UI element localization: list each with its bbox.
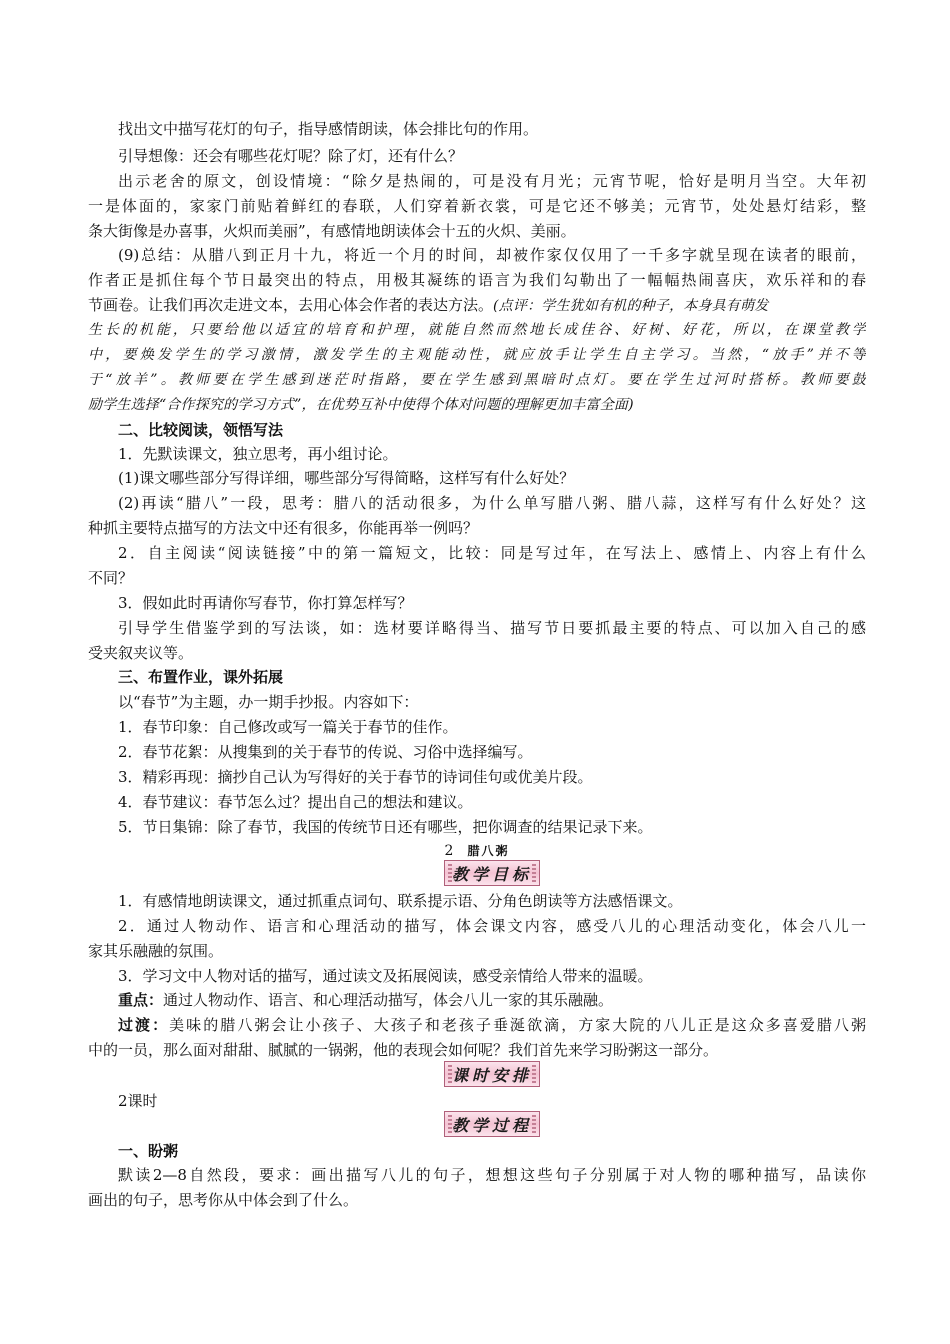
paragraph-show-line-2: 一是体面的，家家门前贴着鲜红的春联，人们穿着新衣裳，可是它还不够美；元宵节，处处悬灯结彩，整 — [88, 197, 866, 215]
homework-item: 4．春节建议：春节怎么过？提出自己的想法和建议。 — [118, 793, 473, 811]
banner-teaching-goals: 教学目标 — [444, 860, 540, 886]
key-label: 重点： — [118, 991, 164, 1009]
homework-item: 3．精彩再现：摘抄自己认为写得好的关于春节的诗词佳句或优美片段。 — [118, 768, 593, 786]
question-1: 1．先默读课文，独立思考，再小组讨论。 — [118, 445, 398, 463]
teacher-note-line-5: 励学生选择“合作探究的学习方式”，在优势互补中使得个体对问题的理解更加丰富全面) — [88, 397, 634, 413]
transition-text: 美味的腊八粥会让小孩子、大孩子和老孩子垂涎欲滴，方家大院的八儿正是这众多喜爱腊八粥 — [169, 1016, 866, 1034]
banner-class-schedule: 课时安排 — [444, 1061, 540, 1087]
paragraph-show-line-1: 出示老舍的原文，创设情境：“除夕是热闹的，可是没有月光；元宵节呢，恰好是明月当空。大年初 — [118, 172, 866, 190]
question-1a: (1)课文哪些部分写得详细，哪些部分写得简略，这样写有什么好处？ — [118, 469, 575, 487]
paragraph-show-line-3: 条大街像是办喜事，火炽而美丽”，有感情地朗读体会十五的火炽、美丽。 — [88, 222, 576, 240]
teacher-note-start: (点评：学生犹如有机的种子，本身具有萌发 — [493, 298, 769, 314]
summary-text: 节画卷。让我们再次走进文本，去用心体会作者的表达方法。 — [88, 296, 494, 314]
goal-2-line-2: 家其乐融融的氛围。 — [88, 942, 224, 960]
question-2-line-2: 不同？ — [88, 569, 134, 587]
homework-item: 1．春节印象：自己修改或写一篇关于春节的佳作。 — [118, 718, 458, 736]
question-3: 3．假如此时再请你写春节，你打算怎样写？ — [118, 594, 413, 612]
question-2-line-1: 2．自主阅读“阅读链接”中的第一篇短文，比较：同是写过年，在写法上、感情上、内容上有什么 — [118, 544, 866, 562]
paragraph-summary-line-2: 作者正是抓住每个节日最突出的特点，用极其凝练的语言为我们勾勒出了一幅幅热闹喜庆，欢乐祥和的春 — [88, 271, 866, 289]
transition-line-2: 中的一员，那么面对甜甜、腻腻的一锅粥，他的表现会如何呢？我们首先来学习盼粥这一部分。 — [88, 1041, 719, 1059]
part-1-line-1: 默读2—8自然段，要求：画出描写八儿的句子，想想这些句子分别属于对人物的哪种描写，品读你 — [118, 1166, 866, 1184]
teacher-note-line-4: 于“放羊”。教师要在学生感到迷茫时指路，要在学生感到黑暗时点灯。要在学生过河时搭桥。教师要鼓 — [88, 372, 866, 388]
key-text: 通过人物动作、语言、和心理活动描写，体会八儿一家的其乐融融。 — [163, 991, 614, 1009]
lesson-title — [88, 841, 866, 861]
goal-1: 1．有感情地朗读课文，通过抓重点词句、联系提示语、分角色朗读等方法感悟课文。 — [118, 892, 683, 910]
homework-item: 5．节日集锦：除了春节，我国的传统节日还有哪些，把你调查的结果记录下来。 — [118, 818, 653, 836]
paragraph-summary-line-1: (9)总结：从腊八到正月十九，将近一个月的时间，却被作家仅仅用了一千多字就呈现在读者的眼前， — [118, 246, 866, 264]
homework-item: 2．春节花絮：从搜集到的关于春节的传说、习俗中选择编写。 — [118, 743, 533, 761]
part-1-line-2: 画出的句子，思考你从中体会到了什么。 — [88, 1191, 359, 1209]
part-1-heading: 一、盼粥 — [118, 1142, 179, 1160]
question-1b-line-2: 种抓主要特点描写的方法文中还有很多，你能再举一例吗？ — [88, 519, 479, 537]
teacher-note-line-3: 中，要焕发学生的学习激情，激发学生的主观能动性，就应放手让学生自主学习。当然，“放手”并不等 — [88, 347, 866, 363]
guide-line-1: 引导学生借鉴学到的写法谈，如：选材要详略得当、描写节日要抓最主要的特点、可以加入自己的感 — [118, 619, 866, 637]
teacher-note-line-2: 生长的机能，只要给他以适宜的培育和护理，就能自然而然地长成佳谷、好树、好花，所以，在课堂教学 — [88, 322, 866, 338]
section-3-heading: 三、布置作业，课外拓展 — [118, 668, 284, 686]
key-point — [118, 990, 866, 1010]
lesson-name: 腊八粥 — [467, 844, 510, 858]
guide-line-2: 受夹叙夹议等。 — [88, 644, 194, 662]
goal-3: 3．学习文中人物对话的描写，通过读文及拓展阅读，感受亲情给人带来的温暖。 — [118, 967, 653, 985]
question-1b-line-1: (2)再读“腊八”一段，思考：腊八的活动很多，为什么单写腊八粥、腊八蒜，这样写有什么好处？这 — [118, 494, 866, 512]
paragraph-summary-line-3 — [88, 295, 866, 316]
goal-2-line-1: 2．通过人物动作、语言和心理活动的描写，体会课文内容，感受八儿的心理活动变化，体会八儿一 — [118, 917, 866, 935]
paragraph-imagine: 引导想像：还会有哪些花灯呢？除了灯，还有什么？ — [118, 147, 464, 165]
banner-teaching-process: 教学过程 — [444, 1111, 540, 1137]
transition-label: 过渡： — [118, 1016, 170, 1034]
paragraph-lantern: 找出文中描写花灯的句子，指导感情朗读，体会排比句的作用。 — [118, 120, 539, 138]
schedule-text: 2课时 — [118, 1092, 158, 1110]
transition-line-1 — [118, 1015, 866, 1035]
homework-intro: 以“春节”为主题，办一期手抄报。内容如下： — [118, 693, 419, 711]
lesson-number: 2 — [444, 843, 454, 859]
section-2-heading: 二、比较阅读，领悟写法 — [118, 421, 284, 439]
